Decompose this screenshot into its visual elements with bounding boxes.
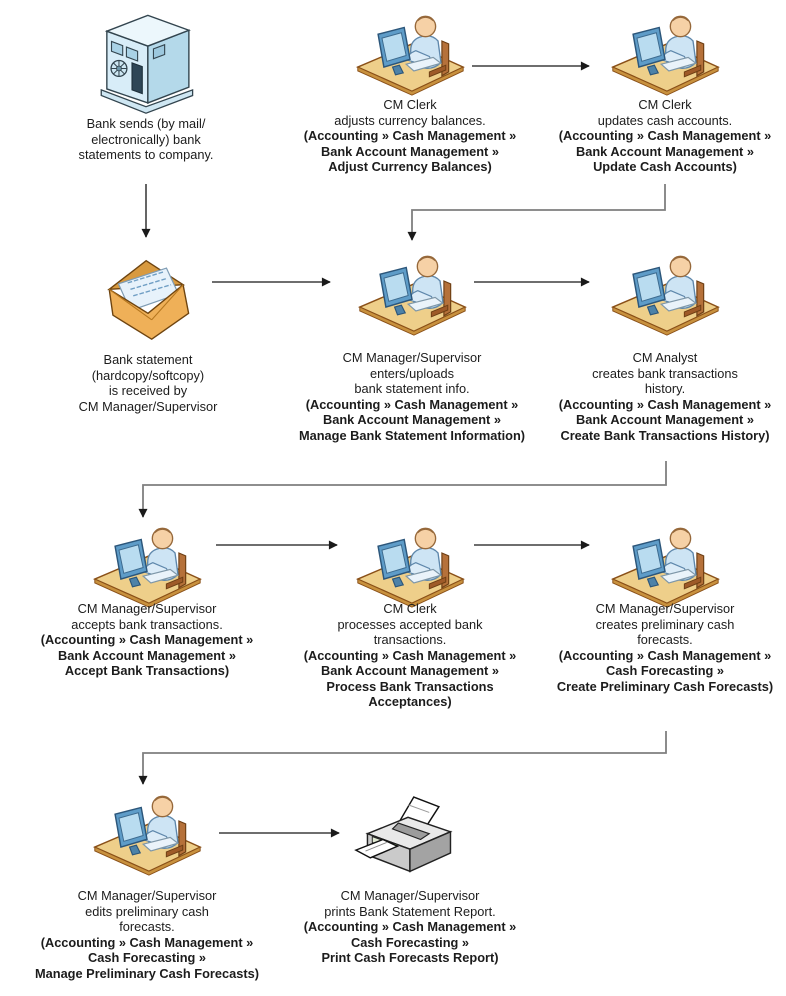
connector-analyst-to-accepts-elbow	[143, 461, 666, 517]
caption-line: CM Clerk	[383, 97, 437, 112]
person-computer-icon	[607, 252, 723, 339]
nav-path-line: Create Preliminary Cash Forecasts)	[556, 678, 774, 694]
caption-line: CM Manager/Supervisor	[77, 888, 217, 903]
caption-line: creates bank transactions	[592, 365, 738, 381]
nav-path-line: (Accounting » Cash Management »	[303, 128, 517, 143]
nav-path-line: Update Cash Accounts)	[593, 159, 737, 174]
caption-line: CM Manager/Supervisor	[77, 601, 217, 616]
nav-path-line: (Accounting » Cash Management »	[305, 396, 519, 412]
nav-path-line: Manage Bank Statement Information)	[298, 427, 526, 443]
caption-line: transactions.	[373, 632, 447, 647]
nav-path-line: (Accounting » Cash Management »	[303, 647, 517, 663]
nav-path-line: Bank Account Management »	[320, 143, 499, 159]
caption-clerk-processes	[285, 601, 535, 710]
person-computer-icon	[607, 524, 723, 611]
caption-manager-edits-forecasts	[17, 888, 277, 981]
caption-line: CM Clerk	[638, 97, 692, 112]
nav-path-line: Print Cash Forecasts Report)	[321, 950, 499, 965]
caption-manager-accepts	[21, 601, 273, 679]
nav-path-line: Cash Forecasting »	[605, 663, 725, 678]
nav-path-line: Bank Account Management »	[320, 663, 499, 678]
caption-line: Bank statement	[103, 352, 193, 367]
caption-line: CM Manager/Supervisor	[340, 888, 480, 903]
person-computer-icon	[354, 252, 470, 339]
caption-line: (hardcopy/softcopy)	[91, 367, 205, 383]
caption-line: updates cash accounts.	[597, 112, 733, 128]
caption-line: adjusts currency balances.	[334, 112, 486, 128]
person-computer-icon	[352, 524, 468, 611]
person-computer-icon	[607, 12, 723, 99]
caption-analyst-creates-history	[542, 350, 786, 443]
nav-path-line: (Accounting » Cash Management »	[558, 396, 772, 412]
nav-path-line: (Accounting » Cash Management »	[558, 128, 772, 143]
nav-path-line: Bank Account Management »	[575, 412, 754, 427]
nav-path-line: (Accounting » Cash Management »	[40, 934, 254, 950]
caption-line: CM Clerk	[383, 601, 437, 616]
caption-bank-sends	[46, 116, 246, 163]
nav-path-line: Create Bank Transactions History)	[560, 427, 770, 443]
nav-path-line: Manage Preliminary Cash Forecasts)	[34, 965, 260, 981]
caption-line: electronically) bank	[91, 131, 201, 147]
person-computer-icon	[89, 792, 205, 879]
caption-line: CM Manager/Supervisor	[78, 398, 218, 414]
caption-line: processes accepted bank	[337, 616, 483, 632]
nav-path-line: Process Bank Transactions	[326, 678, 494, 694]
caption-line: bank statement info.	[354, 381, 470, 396]
caption-line: accepts bank transactions.	[71, 616, 223, 632]
nav-path-line: Cash Forecasting »	[87, 950, 207, 965]
connector-creates-to-edits-elbow	[143, 731, 666, 784]
connector-update-to-enters-elbow	[412, 184, 665, 240]
caption-line: Bank sends (by mail/	[86, 116, 206, 131]
nav-path-line: (Accounting » Cash Management »	[303, 919, 517, 934]
person-computer-icon	[352, 12, 468, 99]
caption-line: forecasts.	[119, 919, 175, 934]
caption-line: statements to company.	[78, 147, 214, 162]
caption-line: enters/uploads	[370, 365, 454, 381]
open-envelope-icon	[100, 256, 196, 343]
caption-line: prints Bank Statement Report.	[324, 903, 496, 919]
caption-line: CM Analyst	[632, 350, 698, 365]
nav-path-line: Acceptances)	[368, 694, 452, 709]
printer-icon	[352, 795, 464, 884]
caption-line: forecasts.	[637, 632, 693, 647]
caption-manager-enters	[282, 350, 542, 443]
nav-path-line: (Accounting » Cash Management »	[558, 647, 772, 663]
nav-path-line: Adjust Currency Balances)	[328, 159, 492, 174]
caption-line: CM Manager/Supervisor	[595, 601, 735, 616]
person-computer-icon	[89, 524, 205, 611]
caption-line: edits preliminary cash	[85, 903, 209, 919]
nav-path-line: Bank Account Management »	[57, 647, 236, 663]
caption-line: creates preliminary cash	[595, 616, 735, 632]
caption-clerk-adjusts	[285, 97, 535, 175]
nav-path-line: Accept Bank Transactions)	[64, 663, 230, 678]
caption-line: is received by	[108, 383, 188, 398]
caption-clerk-updates	[542, 97, 786, 175]
bank-building-icon	[88, 6, 204, 116]
nav-path-line: Bank Account Management »	[575, 143, 754, 159]
caption-manager-creates-forecasts	[542, 601, 786, 694]
nav-path-line: (Accounting » Cash Management »	[40, 632, 254, 647]
caption-line: CM Manager/Supervisor	[342, 350, 482, 365]
caption-bank-statement-received	[38, 352, 258, 414]
caption-line: history.	[644, 381, 686, 396]
nav-path-line: Bank Account Management »	[322, 412, 501, 427]
nav-path-line: Cash Forecasting »	[350, 934, 470, 950]
caption-manager-prints-report	[285, 888, 535, 966]
